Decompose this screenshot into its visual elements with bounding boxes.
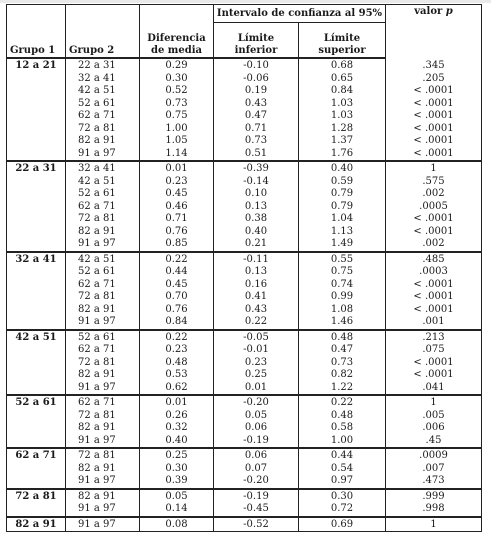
limite-superior-cell: 1.22 <box>299 382 386 396</box>
limite-superior-cell: 0.55 <box>299 252 386 267</box>
limite-inferior-cell: 0.16 <box>214 279 299 292</box>
limite-superior-cell: 1.03 <box>299 110 386 123</box>
limite-inferior-cell: 0.13 <box>214 201 299 214</box>
valor-p-cell: < .0001 <box>386 304 482 317</box>
diferencia-cell: 0.01 <box>140 161 214 176</box>
header-valor-p <box>386 5 482 59</box>
grupo2-cell: 32 a 41 <box>66 161 140 176</box>
table-row <box>7 161 482 176</box>
diferencia-cell: 0.46 <box>140 201 214 214</box>
valor-p-cell: .213 <box>386 330 482 345</box>
diferencia-cell: 0.22 <box>140 252 214 267</box>
diferencia-cell: 0.30 <box>140 73 214 86</box>
valor-p-cell: < .0001 <box>386 279 482 292</box>
limite-inferior-cell: -0.01 <box>214 344 299 357</box>
diferencia-cell: 0.23 <box>140 176 214 189</box>
diferencia-cell: 0.23 <box>140 344 214 357</box>
valor-p-cell: .485 <box>386 252 482 267</box>
grupo2-cell: 62 a 71 <box>66 395 140 410</box>
header-inferior-line2: inferior <box>234 45 278 56</box>
grupo2-cell: 91 a 97 <box>66 382 140 396</box>
header-diferencia-line2: de media <box>150 45 203 56</box>
limite-inferior-cell: -0.20 <box>214 475 299 489</box>
limite-superior-cell: 1.03 <box>299 98 386 111</box>
table-row <box>7 176 482 189</box>
valor-p-cell: < .0001 <box>386 110 482 123</box>
limite-superior-cell: 0.48 <box>299 330 386 345</box>
grupo2-cell: 62 a 71 <box>66 279 140 292</box>
valor-p-cell: .575 <box>386 176 482 189</box>
table-row <box>7 266 482 279</box>
diferencia-cell: 0.53 <box>140 369 214 382</box>
table-row <box>7 279 482 292</box>
header-inferior-line1: Límite <box>237 33 275 44</box>
header-superior-line1: Límite <box>323 33 361 44</box>
valor-p-cell: .007 <box>386 463 482 476</box>
grupo2-cell: 52 a 61 <box>66 266 140 279</box>
limite-superior-cell: 1.28 <box>299 123 386 136</box>
limite-superior-cell: 1.46 <box>299 316 386 330</box>
valor-p-cell: .0005 <box>386 201 482 214</box>
limite-superior-cell: 0.79 <box>299 201 386 214</box>
header-superior-line2: superior <box>318 45 366 56</box>
grupo1-cell: 72 a 81 <box>7 489 66 517</box>
limite-superior-cell: 0.22 <box>299 395 386 410</box>
header-diferencia <box>140 23 214 59</box>
limite-superior-cell: 0.65 <box>299 73 386 86</box>
valor-p-cell: < .0001 <box>386 85 482 98</box>
grupo2-cell: 91 a 97 <box>66 503 140 517</box>
grupo2-cell: 82 a 91 <box>66 369 140 382</box>
valor-p-cell: .001 <box>386 316 482 330</box>
limite-inferior-cell: 0.41 <box>214 291 299 304</box>
valor-p-cell: .075 <box>386 344 482 357</box>
valor-p-cell: < .0001 <box>386 226 482 239</box>
group-block <box>7 58 482 161</box>
diferencia-cell: 0.05 <box>140 489 214 504</box>
valor-p-cell: .998 <box>386 503 482 517</box>
limite-superior-cell: 0.44 <box>299 448 386 463</box>
grupo2-cell: 72 a 81 <box>66 357 140 370</box>
valor-p-cell: < .0001 <box>386 291 482 304</box>
limite-inferior-cell: -0.14 <box>214 176 299 189</box>
table-row <box>7 357 482 370</box>
grupo2-cell: 82 a 91 <box>66 463 140 476</box>
diferencia-cell: 0.73 <box>140 98 214 111</box>
comparison-table <box>6 4 482 532</box>
group-block <box>7 161 482 252</box>
valor-p-cell: .002 <box>386 188 482 201</box>
limite-superior-cell: 0.75 <box>299 266 386 279</box>
limite-inferior-cell: -0.19 <box>214 489 299 504</box>
header-limite-inferior <box>214 23 299 59</box>
grupo2-cell: 72 a 81 <box>66 410 140 423</box>
limite-superior-cell: 0.72 <box>299 503 386 517</box>
grupo2-cell: 91 a 97 <box>66 238 140 252</box>
valor-p-cell: < .0001 <box>386 213 482 226</box>
diferencia-cell: 0.01 <box>140 395 214 410</box>
limite-superior-cell: 0.69 <box>299 517 386 532</box>
grupo2-cell: 82 a 91 <box>66 422 140 435</box>
table-row <box>7 475 482 489</box>
table-row <box>7 135 482 148</box>
diferencia-cell: 0.32 <box>140 422 214 435</box>
grupo2-cell: 42 a 51 <box>66 252 140 267</box>
diferencia-cell: 0.30 <box>140 463 214 476</box>
grupo2-cell: 62 a 71 <box>66 201 140 214</box>
limite-inferior-cell: 0.40 <box>214 226 299 239</box>
diferencia-cell: 0.70 <box>140 291 214 304</box>
valor-p-cell: .006 <box>386 422 482 435</box>
diferencia-cell: 0.71 <box>140 213 214 226</box>
grupo2-cell: 82 a 91 <box>66 304 140 317</box>
grupo2-cell: 42 a 51 <box>66 176 140 189</box>
grupo2-cell: 82 a 91 <box>66 226 140 239</box>
diferencia-cell: 0.39 <box>140 475 214 489</box>
grupo2-cell: 82 a 91 <box>66 135 140 148</box>
group-block <box>7 330 482 396</box>
valor-p-cell: .002 <box>386 238 482 252</box>
table-row <box>7 110 482 123</box>
diferencia-cell: 0.14 <box>140 503 214 517</box>
limite-superior-cell: 0.54 <box>299 463 386 476</box>
valor-p-cell: .0009 <box>386 448 482 463</box>
table-row <box>7 489 482 504</box>
grupo2-cell: 91 a 97 <box>66 148 140 162</box>
valor-p-cell: .999 <box>386 489 482 504</box>
table-row <box>7 58 482 73</box>
table-row <box>7 238 482 252</box>
valor-p-cell: .45 <box>386 435 482 449</box>
limite-superior-cell: 0.47 <box>299 344 386 357</box>
grupo1-cell: 82 a 91 <box>7 517 66 532</box>
diferencia-cell: 0.76 <box>140 226 214 239</box>
valor-p-cell: .041 <box>386 382 482 396</box>
table-row <box>7 330 482 345</box>
valor-p-cell: .0003 <box>386 266 482 279</box>
table-row <box>7 85 482 98</box>
group-block <box>7 517 482 532</box>
diferencia-cell: 0.40 <box>140 435 214 449</box>
grupo2-cell: 52 a 61 <box>66 98 140 111</box>
limite-superior-cell: 0.48 <box>299 410 386 423</box>
table-row <box>7 503 482 517</box>
limite-inferior-cell: 0.19 <box>214 85 299 98</box>
limite-superior-cell: 0.68 <box>299 58 386 73</box>
valor-p-cell: < .0001 <box>386 357 482 370</box>
diferencia-cell: 0.08 <box>140 517 214 532</box>
limite-inferior-cell: 0.43 <box>214 304 299 317</box>
header-blank-grupo1 <box>7 5 66 23</box>
table-row <box>7 517 482 532</box>
limite-inferior-cell: 0.25 <box>214 369 299 382</box>
limite-superior-cell: 0.82 <box>299 369 386 382</box>
table-row <box>7 422 482 435</box>
diferencia-cell: 1.00 <box>140 123 214 136</box>
header-grupo2: Grupo 2 <box>66 23 140 59</box>
limite-superior-cell: 0.99 <box>299 291 386 304</box>
table-row <box>7 382 482 396</box>
diferencia-cell: 0.29 <box>140 58 214 73</box>
grupo1-cell: 42 a 51 <box>7 330 66 396</box>
limite-inferior-cell: 0.38 <box>214 213 299 226</box>
limite-inferior-cell: -0.39 <box>214 161 299 176</box>
grupo2-cell: 52 a 61 <box>66 330 140 345</box>
table-row <box>7 410 482 423</box>
valor-p-cell: < .0001 <box>386 123 482 136</box>
diferencia-cell: 0.45 <box>140 279 214 292</box>
grupo1-cell: 62 a 71 <box>7 448 66 489</box>
limite-superior-cell: 1.49 <box>299 238 386 252</box>
limite-superior-cell: 1.00 <box>299 435 386 449</box>
limite-inferior-cell: 0.13 <box>214 266 299 279</box>
limite-inferior-cell: -0.19 <box>214 435 299 449</box>
grupo2-cell: 72 a 81 <box>66 448 140 463</box>
header-limite-superior <box>299 23 386 59</box>
valor-p-cell: .473 <box>386 475 482 489</box>
table-row <box>7 316 482 330</box>
valor-p-cell: < .0001 <box>386 148 482 162</box>
grupo2-cell: 72 a 81 <box>66 291 140 304</box>
header-blank-grupo2 <box>66 5 140 23</box>
limite-inferior-cell: 0.01 <box>214 382 299 396</box>
limite-superior-cell: 1.04 <box>299 213 386 226</box>
group-block <box>7 252 482 330</box>
valor-p-cell: .205 <box>386 73 482 86</box>
grupo2-cell: 72 a 81 <box>66 123 140 136</box>
diferencia-cell: 1.05 <box>140 135 214 148</box>
header-valor-label: valor <box>414 6 443 17</box>
grupo2-cell: 22 a 31 <box>66 58 140 73</box>
valor-p-cell: 1 <box>386 161 482 176</box>
table-row <box>7 73 482 86</box>
diferencia-cell: 0.76 <box>140 304 214 317</box>
grupo2-cell: 62 a 71 <box>66 110 140 123</box>
diferencia-cell: 0.52 <box>140 85 214 98</box>
limite-inferior-cell: 0.07 <box>214 463 299 476</box>
valor-p-cell: < .0001 <box>386 135 482 148</box>
diferencia-cell: 0.62 <box>140 382 214 396</box>
limite-inferior-cell: -0.52 <box>214 517 299 532</box>
limite-inferior-cell: 0.47 <box>214 110 299 123</box>
limite-inferior-cell: 0.05 <box>214 410 299 423</box>
table-row <box>7 344 482 357</box>
grupo1-cell: 32 a 41 <box>7 252 66 330</box>
limite-superior-cell: 0.58 <box>299 422 386 435</box>
table-row <box>7 463 482 476</box>
limite-inferior-cell: 0.06 <box>214 422 299 435</box>
diferencia-cell: 0.22 <box>140 330 214 345</box>
limite-inferior-cell: -0.20 <box>214 395 299 410</box>
table-row <box>7 148 482 162</box>
limite-inferior-cell: -0.06 <box>214 73 299 86</box>
limite-superior-cell: 0.40 <box>299 161 386 176</box>
valor-p-cell: 1 <box>386 395 482 410</box>
limite-inferior-cell: -0.45 <box>214 503 299 517</box>
diferencia-cell: 0.44 <box>140 266 214 279</box>
diferencia-cell: 1.14 <box>140 148 214 162</box>
table-row <box>7 369 482 382</box>
grupo2-cell: 42 a 51 <box>66 85 140 98</box>
diferencia-cell: 0.25 <box>140 448 214 463</box>
limite-superior-cell: 0.79 <box>299 188 386 201</box>
limite-superior-cell: 0.74 <box>299 279 386 292</box>
grupo2-cell: 91 a 97 <box>66 517 140 532</box>
grupo2-cell: 91 a 97 <box>66 435 140 449</box>
diferencia-cell: 0.26 <box>140 410 214 423</box>
limite-superior-cell: 0.84 <box>299 85 386 98</box>
grupo2-cell: 82 a 91 <box>66 489 140 504</box>
limite-inferior-cell: 0.73 <box>214 135 299 148</box>
header-p-symbol: p <box>445 6 453 17</box>
table-row <box>7 226 482 239</box>
limite-inferior-cell: 0.21 <box>214 238 299 252</box>
grupo1-cell: 52 a 61 <box>7 395 66 448</box>
limite-inferior-cell: 0.23 <box>214 357 299 370</box>
top-strip <box>0 0 491 3</box>
header-diferencia-line1: Diferencia <box>147 33 206 44</box>
limite-superior-cell: 0.73 <box>299 357 386 370</box>
table-row <box>7 291 482 304</box>
valor-p-cell: 1 <box>386 517 482 532</box>
limite-inferior-cell: 0.51 <box>214 148 299 162</box>
diferencia-cell: 0.45 <box>140 188 214 201</box>
table-row <box>7 98 482 111</box>
table-row <box>7 123 482 136</box>
table-row <box>7 448 482 463</box>
group-block <box>7 489 482 517</box>
limite-superior-cell: 1.76 <box>299 148 386 162</box>
limite-superior-cell: 1.13 <box>299 226 386 239</box>
valor-p-cell: .345 <box>386 58 482 73</box>
limite-inferior-cell: 0.22 <box>214 316 299 330</box>
grupo1-cell: 22 a 31 <box>7 161 66 252</box>
grupo2-cell: 52 a 61 <box>66 188 140 201</box>
header-blank-diferencia <box>140 5 214 23</box>
header-intervalo: Intervalo de confianza al 95% <box>214 5 386 23</box>
limite-inferior-cell: 0.10 <box>214 188 299 201</box>
limite-inferior-cell: 0.71 <box>214 123 299 136</box>
table-row <box>7 435 482 449</box>
table-row <box>7 252 482 267</box>
table-row <box>7 304 482 317</box>
limite-inferior-cell: -0.11 <box>214 252 299 267</box>
limite-inferior-cell: 0.06 <box>214 448 299 463</box>
grupo2-cell: 91 a 97 <box>66 475 140 489</box>
table-row <box>7 201 482 214</box>
diferencia-cell: 0.75 <box>140 110 214 123</box>
valor-p-cell: < .0001 <box>386 98 482 111</box>
table-row <box>7 213 482 226</box>
limite-superior-cell: 0.59 <box>299 176 386 189</box>
table-row <box>7 188 482 201</box>
group-block <box>7 448 482 489</box>
table-header <box>7 5 482 59</box>
limite-inferior-cell: -0.05 <box>214 330 299 345</box>
grupo2-cell: 32 a 41 <box>66 73 140 86</box>
grupo1-cell: 12 a 21 <box>7 58 66 161</box>
limite-superior-cell: 1.37 <box>299 135 386 148</box>
diferencia-cell: 0.48 <box>140 357 214 370</box>
limite-superior-cell: 1.08 <box>299 304 386 317</box>
header-grupo1: Grupo 1 <box>7 23 66 59</box>
limite-superior-cell: 0.97 <box>299 475 386 489</box>
table-row <box>7 395 482 410</box>
limite-inferior-cell: 0.43 <box>214 98 299 111</box>
valor-p-cell: < .0001 <box>386 369 482 382</box>
diferencia-cell: 0.84 <box>140 316 214 330</box>
group-block <box>7 395 482 448</box>
valor-p-cell: .005 <box>386 410 482 423</box>
grupo2-cell: 91 a 97 <box>66 316 140 330</box>
limite-inferior-cell: -0.10 <box>214 58 299 73</box>
grupo2-cell: 62 a 71 <box>66 344 140 357</box>
diferencia-cell: 0.85 <box>140 238 214 252</box>
grupo2-cell: 72 a 81 <box>66 213 140 226</box>
limite-superior-cell: 0.30 <box>299 489 386 504</box>
